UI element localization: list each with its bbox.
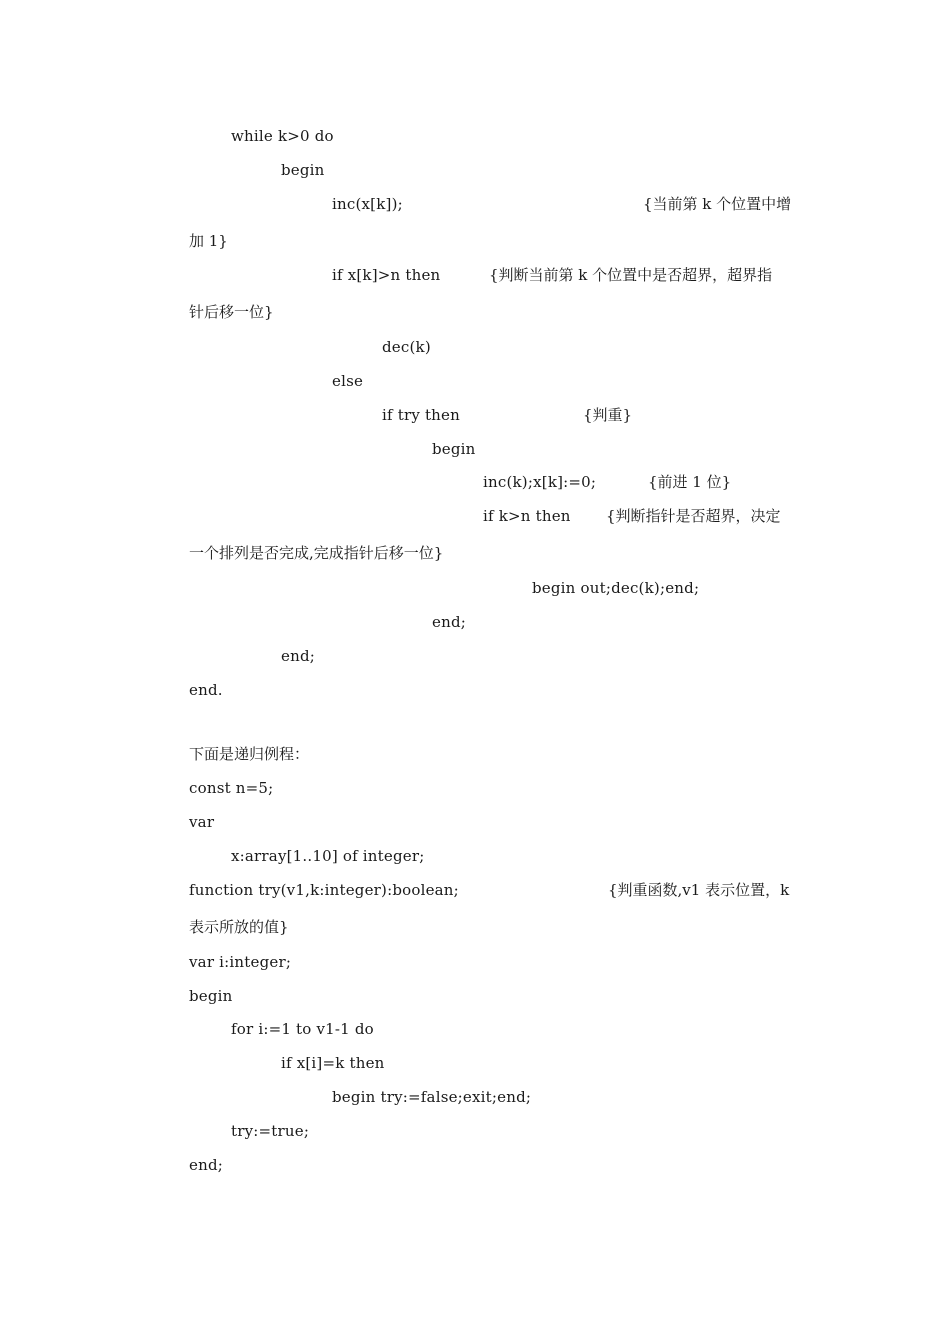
code-line: end; [281,647,315,665]
code-comment: {前进 1 位} [648,473,732,491]
code-comment: {判断指针是否超界，决定 [606,507,781,525]
code-line: var i:integer; [189,953,292,971]
code-line: if x[k]>n then [332,266,441,284]
code-comment: {判重函数,v1 表示位置，k [608,881,790,899]
code-line: begin out;dec(k);end; [532,579,700,597]
code-line: x:array[1..10] of integer; [231,847,425,865]
code-line: end; [432,613,466,631]
code-line: if k>n then [483,507,571,525]
code-comment-continuation: 表示所放的值} [189,918,289,936]
code-line: end; [189,1156,223,1174]
code-line: if try then [382,406,460,424]
code-line: try:=true; [231,1122,310,1140]
code-line: for i:=1 to v1-1 do [231,1020,374,1038]
code-comment: {判断当前第 k 个位置中是否超界，超界指 [489,266,773,284]
code-comment-continuation: 加 1} [189,232,228,250]
code-comment-continuation: 一个排列是否完成,完成指针后移一位} [189,544,444,562]
code-line: begin try:=false;exit;end; [332,1088,532,1106]
code-line: end. [189,681,223,699]
code-line: function try(v1,k:integer):boolean; [189,881,459,899]
code-line: else [332,372,364,390]
code-comment: {当前第 k 个位置中增 [643,195,792,213]
code-line: begin [432,440,476,458]
code-line: inc(k);x[k]:=0; [483,473,597,491]
code-line: dec(k) [382,338,431,356]
code-comment-continuation: 针后移一位} [189,303,274,321]
code-line: const n=5; [189,779,274,797]
code-line: var [189,813,215,831]
code-line: begin [189,987,233,1005]
code-line: while k>0 do [231,127,334,145]
code-line: inc(x[k]); [332,195,403,213]
code-line: begin [281,161,325,179]
code-comment: {判重} [583,406,633,424]
code-line: if x[i]=k then [281,1054,385,1072]
section-heading: 下面是递归例程： [189,745,310,763]
